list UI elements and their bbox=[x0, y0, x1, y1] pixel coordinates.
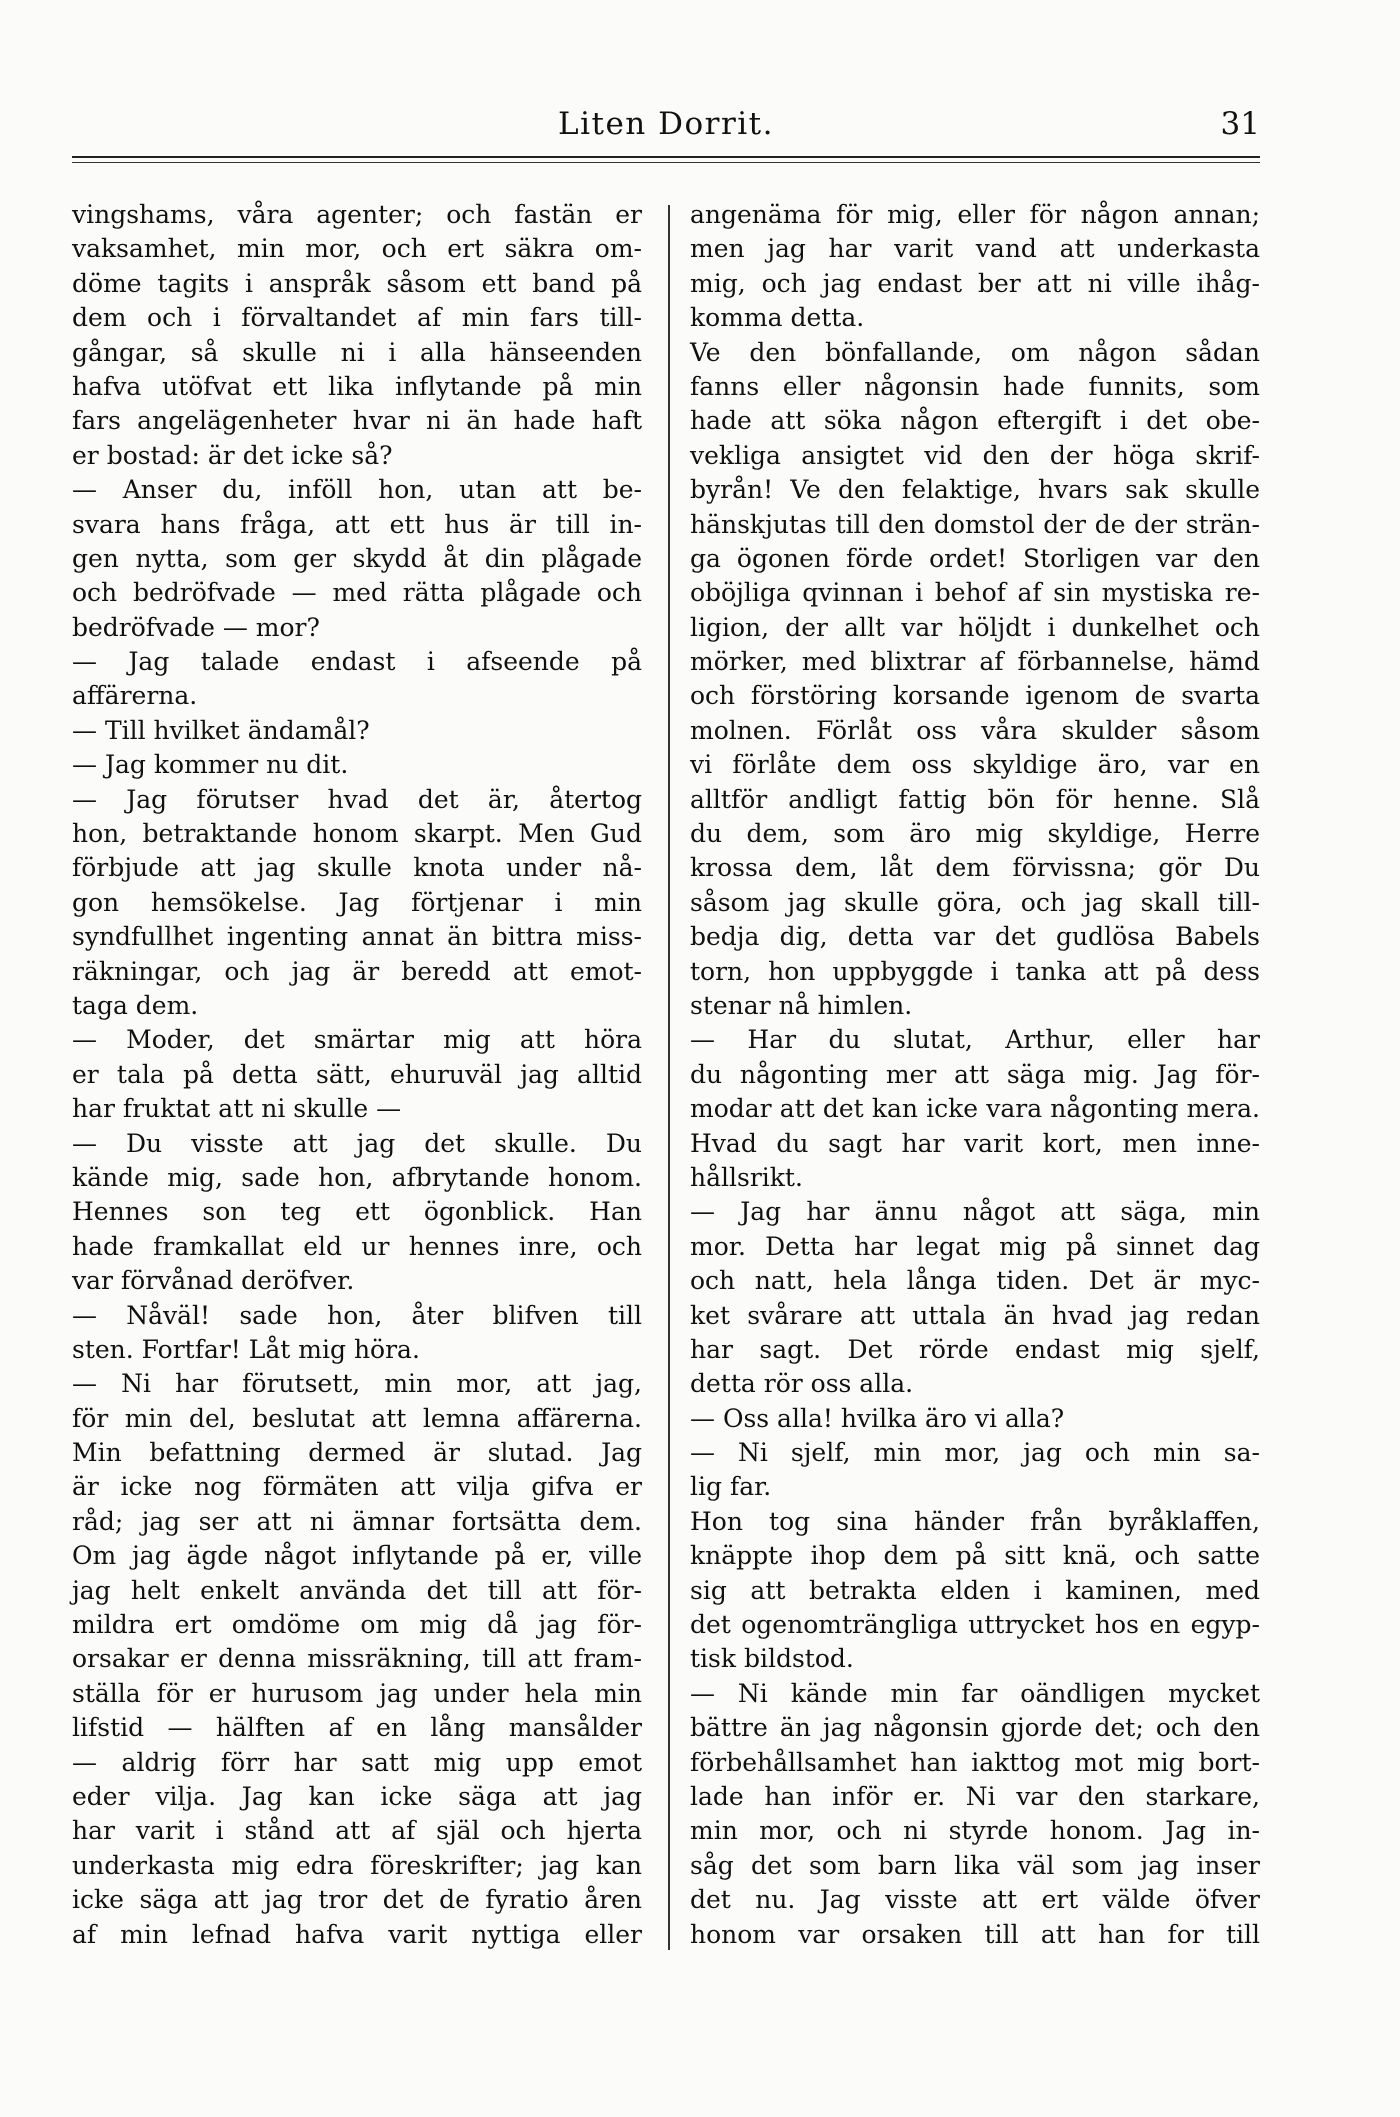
text-line: Min befattning dermed är slutad. Jag bbox=[72, 1438, 642, 1468]
text-line: vi förlåte dem oss skyldige äro, var en bbox=[690, 750, 1260, 780]
text-line: af min lefnad hafva varit nyttiga eller bbox=[72, 1919, 642, 1949]
text-line: var förvånad deröfver. bbox=[72, 1266, 355, 1296]
text-line: Ve den bönfallande, om någon sådan bbox=[690, 337, 1260, 367]
text-line: bedröfvade — mor? bbox=[72, 612, 320, 642]
text-line: bättre än jag någonsin gjorde det; och den bbox=[690, 1713, 1260, 1743]
text-line: krossa dem, låt dem förvissna; gör Du bbox=[690, 853, 1260, 883]
text-line: oböjliga qvinnan i behof af sin mystiska re- bbox=[690, 578, 1260, 608]
text-line: gångar, så skulle ni i alla hänseenden bbox=[72, 337, 642, 367]
header-rule-thin bbox=[72, 162, 1260, 163]
text-line: räkningar, och jag är beredd att emot- bbox=[72, 956, 642, 986]
text-line: — Du visste att jag det skulle. Du bbox=[72, 1128, 642, 1158]
text-line: Hvad du sagt har varit kort, men inne- bbox=[690, 1128, 1260, 1158]
text-line: för min del, beslutat att lemna affärerna. bbox=[72, 1403, 642, 1433]
text-line: — Ni sjelf, min mor, jag och min sa- bbox=[690, 1438, 1260, 1468]
text-line: har sagt. Det rörde endast mig sjelf, bbox=[690, 1334, 1260, 1364]
text-line: sig att betrakta elden i kaminen, med bbox=[690, 1575, 1260, 1605]
text-line: — Har du slutat, Arthur, eller har bbox=[690, 1025, 1260, 1055]
text-line: syndfullhet ingenting annat än bittra miss- bbox=[72, 922, 642, 952]
text-line: knäppte ihop dem på sitt knä, och satte bbox=[690, 1541, 1260, 1571]
text-line: detta rör oss alla. bbox=[690, 1369, 914, 1399]
text-line: — Nåväl! sade hon, åter blifven till bbox=[72, 1300, 642, 1330]
text-line: — Anser du, inföll hon, utan att be- bbox=[72, 475, 642, 505]
text-line: förbehållsamhet han iakttog mot mig bort- bbox=[690, 1747, 1260, 1777]
text-line: jag helt enkelt använda det till att för- bbox=[72, 1575, 642, 1605]
text-line: gen nytta, som ger skydd åt din plågade bbox=[72, 543, 642, 573]
text-line: min mor, och ni styrde honom. Jag in- bbox=[690, 1816, 1260, 1846]
text-line: svara hans fråga, att ett hus är till in- bbox=[72, 509, 642, 539]
text-line: såsom jag skulle göra, och jag skall till- bbox=[690, 887, 1260, 917]
text-line: honom var orsaken till att han for till bbox=[690, 1919, 1260, 1949]
text-line: men jag har varit vand att underkasta bbox=[690, 234, 1260, 264]
text-line: Hon tog sina händer från byråklaffen, bbox=[690, 1506, 1260, 1536]
text-line: — Moder, det smärtar mig att höra bbox=[72, 1025, 642, 1055]
text-line: vaksamhet, min mor, och ert säkra om- bbox=[72, 234, 642, 264]
left-column bbox=[72, 198, 642, 1958]
text-line: torn, hon uppbyggde i tanka att på dess bbox=[690, 956, 1260, 986]
text-line: det ogenomträngliga uttrycket hos en egyp- bbox=[690, 1610, 1260, 1640]
text-line: såg det som barn lika väl som jag inser bbox=[690, 1850, 1260, 1880]
text-line: och natt, hela långa tiden. Det är myc- bbox=[690, 1266, 1260, 1296]
text-line: modar att det kan icke vara någonting mera. bbox=[690, 1094, 1260, 1124]
text-line: er tala på detta sätt, ehuruväl jag alltid bbox=[72, 1059, 642, 1089]
text-line: det nu. Jag visste att ert välde öfver bbox=[690, 1885, 1260, 1915]
text-line: er bostad: är det icke så? bbox=[72, 440, 393, 470]
text-line: angenäma för mig, eller för någon annan; bbox=[690, 200, 1260, 229]
text-line: gon hemsökelse. Jag förtjenar i min bbox=[72, 887, 642, 917]
text-line: fanns eller någonsin hade funnits, som bbox=[690, 371, 1260, 401]
right-column bbox=[690, 198, 1260, 1958]
text-line: — Jag har ännu något att säga, min bbox=[690, 1197, 1260, 1227]
text-line: — Ni har förutsett, min mor, att jag, bbox=[72, 1369, 642, 1399]
text-line: molnen. Förlåt oss våra skulder såsom bbox=[690, 715, 1260, 745]
text-line: icke säga att jag tror det de fyratio åren bbox=[72, 1885, 642, 1915]
text-line: mildra ert omdöme om mig då jag för- bbox=[72, 1610, 642, 1640]
text-line: affärerna. bbox=[72, 681, 198, 711]
text-line: och bedröfvade — med rätta plågade och bbox=[72, 578, 642, 608]
text-line: vekliga ansigtet vid den der höga skrif- bbox=[690, 440, 1260, 470]
text-line: ligion, der allt var höljdt i dunkelhet och bbox=[690, 612, 1260, 642]
text-line: förbjude att jag skulle knota under nå- bbox=[72, 853, 642, 883]
text-line: — Till hvilket ändamål? bbox=[72, 715, 370, 745]
text-line: hafva utöfvat ett lika inflytande på min bbox=[72, 371, 642, 401]
text-line: komma detta. bbox=[690, 303, 865, 333]
header-rule bbox=[72, 156, 1260, 158]
text-line: tisk bildstod. bbox=[690, 1644, 854, 1674]
column-divider bbox=[668, 205, 670, 1950]
text-line: Om jag ägde något inflytande på er, ville bbox=[72, 1541, 642, 1571]
text-line: eder vilja. Jag kan icke säga att jag bbox=[72, 1781, 642, 1811]
text-line: vingshams, våra agenter; och fastän er bbox=[72, 200, 642, 229]
text-line: ket svårare att uttala än hvad jag redan bbox=[690, 1300, 1260, 1330]
text-line: stenar nå himlen. bbox=[690, 990, 913, 1020]
text-line: hade framkallat eld ur hennes inre, och bbox=[72, 1231, 642, 1261]
text-line: och förstöring korsande igenom de svarta bbox=[690, 681, 1260, 711]
text-line: — aldrig förr har satt mig upp emot bbox=[72, 1747, 642, 1777]
text-line: du dem, som äro mig skyldige, Herre bbox=[690, 819, 1260, 849]
text-line: är icke nog förmäten att vilja gifva er bbox=[72, 1472, 642, 1502]
text-line: har fruktat att ni skulle — bbox=[72, 1094, 402, 1124]
text-line: — Jag kommer nu dit. bbox=[72, 750, 349, 780]
text-line: hänskjutas till den domstol der de der strän- bbox=[690, 509, 1260, 539]
text-line: du någonting mer att säga mig. Jag för- bbox=[690, 1059, 1260, 1089]
text-line: hade att söka någon eftergift i det obe- bbox=[690, 406, 1260, 436]
page-number: 31 bbox=[1220, 106, 1260, 142]
text-line: orsakar er denna missräkning, till att fram- bbox=[72, 1644, 642, 1674]
text-line: taga dem. bbox=[72, 990, 199, 1020]
text-line: har varit i stånd att af själ och hjerta bbox=[72, 1816, 642, 1846]
text-line: ga ögonen förde ordet! Storligen var den bbox=[690, 543, 1260, 573]
text-line: — Oss alla! hvilka äro vi alla? bbox=[690, 1403, 1065, 1433]
text-line: bedja dig, detta var det gudlösa Babels bbox=[690, 922, 1260, 952]
text-line: — Jag förutser hvad det är, återtog bbox=[72, 784, 642, 814]
text-line: byrån! Ve den felaktige, hvars sak skulle bbox=[690, 475, 1260, 505]
text-line: dem och i förvaltandet af min fars till- bbox=[72, 303, 642, 333]
text-line: lig far. bbox=[690, 1472, 772, 1502]
page-header bbox=[72, 104, 1260, 148]
text-line: — Ni kände min far oändligen mycket bbox=[690, 1678, 1260, 1708]
text-line: lifstid — hälften af en lång mansålder bbox=[72, 1713, 642, 1743]
running-title: Liten Dorrit. bbox=[557, 106, 774, 142]
text-line: mor. Detta har legat mig på sinnet dag bbox=[690, 1231, 1260, 1261]
text-line: sten. Fortfar! Låt mig höra. bbox=[72, 1334, 420, 1364]
text-line: råd; jag ser att ni ämnar fortsätta dem. bbox=[72, 1506, 642, 1536]
text-line: Hennes son teg ett ögonblick. Han bbox=[72, 1197, 642, 1227]
text-line: hon, betraktande honom skarpt. Men Gud bbox=[72, 819, 642, 849]
text-line: kände mig, sade hon, afbrytande honom. bbox=[72, 1162, 642, 1192]
text-line: döme tagits i anspråk såsom ett band på bbox=[72, 268, 642, 298]
text-line: mig, och jag endast ber att ni ville ihåg- bbox=[690, 268, 1260, 298]
text-line: fars angelägenheter hvar ni än hade haft bbox=[72, 406, 642, 436]
text-line: — Jag talade endast i afseende på bbox=[72, 647, 642, 677]
text-line: hållsrikt. bbox=[690, 1162, 803, 1192]
text-line: ställa för er hurusom jag under hela min bbox=[72, 1678, 642, 1708]
text-line: underkasta mig edra föreskrifter; jag kan bbox=[72, 1850, 642, 1880]
text-line: mörker, med blixtrar af förbannelse, hämd bbox=[690, 647, 1260, 677]
text-line: lade han inför er. Ni var den starkare, bbox=[690, 1781, 1260, 1811]
text-line: alltför andligt fattig bön för henne. Slå bbox=[690, 784, 1260, 814]
